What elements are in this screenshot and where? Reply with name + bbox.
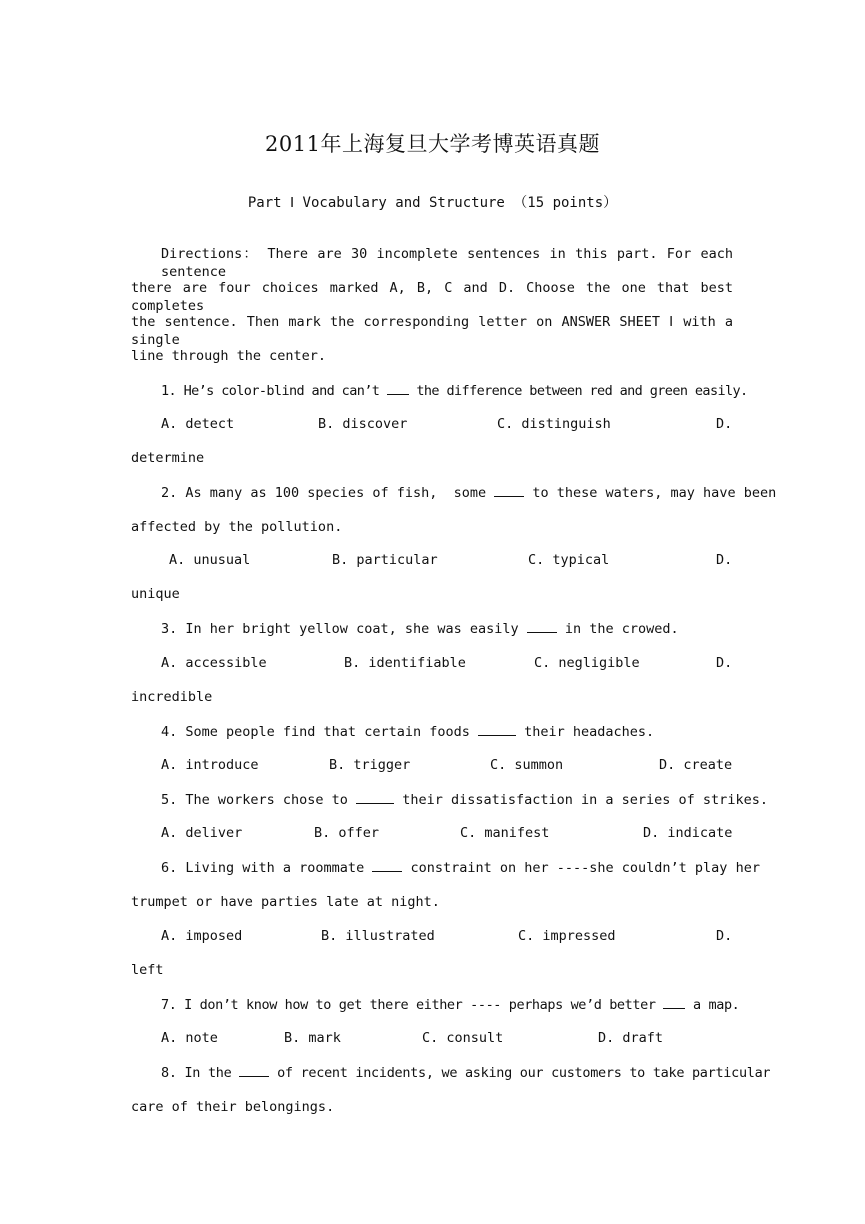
option-d-text: incredible [131,689,213,705]
question-8 [161,1064,771,1082]
option-b: B. offer [314,825,380,841]
question-text: 8. In the [161,1065,240,1081]
question-continuation: trumpet or have parties late at night. [131,894,440,910]
option-b: B. mark [284,1030,341,1046]
option-a: A. deliver [161,825,243,841]
option-c: C. consult [422,1030,504,1046]
answer-blank [372,859,402,872]
answer-blank [478,723,516,736]
question-6 [161,859,760,877]
question-text: their headaches. [515,724,655,740]
question-text: 7. I don’t know how to get there either ---- perhaps we’d better [161,997,664,1013]
option-b: B. particular [332,552,438,568]
question-7 [161,996,740,1014]
question-text: 1. He’s color-blind and can’t [161,383,387,399]
question-2 [161,484,777,502]
option-d: D. [716,655,733,671]
option-d-text: unique [131,586,180,602]
question-1 [161,382,748,400]
option-d: D. draft [598,1030,664,1046]
directions-line: line through the center. [131,348,327,364]
answer-blank [494,484,524,497]
option-a: A. introduce [161,757,259,773]
question-5 [161,791,768,809]
answer-blank [356,791,394,804]
option-b: B. illustrated [321,928,435,944]
option-d: D. [716,552,733,568]
question-text: 2. As many as 100 species of fish, some [161,485,495,501]
question-text: 4. Some people find that certain foods [161,724,478,740]
directions-line: Directions： There are 30 incomplete sentences in this part. For each sentence [161,246,733,280]
option-d-text: left [131,962,164,978]
option-a: A. imposed [161,928,243,944]
option-c: C. distinguish [497,416,611,432]
option-b: B. discover [318,416,408,432]
option-d: D. [716,928,733,944]
option-c: C. manifest [460,825,550,841]
question-text: a map. [685,997,740,1013]
part-heading: Part Ⅰ Vocabulary and Structure （15 points） [247,195,618,211]
option-c: C. summon [490,757,564,773]
answer-blank [387,382,409,395]
question-text: 5. The workers chose to [161,792,357,808]
option-d: D. [716,416,733,432]
option-d-text: determine [131,450,205,466]
option-a: A. accessible [161,655,267,671]
answer-blank [663,996,685,1009]
directions-line: there are four choices marked A, B, C and D. Choose the one that best completes [131,280,733,314]
question-text: to these waters, may have been [524,485,777,501]
option-c: C. negligible [534,655,640,671]
option-a: A. unusual [169,552,251,568]
answer-blank [527,620,557,633]
option-b: B. identifiable [344,655,466,671]
question-3 [161,620,733,638]
question-text: 6. Living with a roommate [161,860,373,876]
question-text: 3. In her bright yellow coat, she was easily [161,621,527,637]
option-a: A. detect [161,416,235,432]
option-c: C. typical [528,552,610,568]
question-continuation: affected by the pollution. [131,519,343,535]
directions-line: the sentence. Then mark the corresponding letter on ANSWER SHEET Ⅰ with a single [131,314,733,348]
question-text: constraint on her ----she couldn’t play her [402,860,760,876]
option-a: A. note [161,1030,218,1046]
option-c: C. impressed [518,928,616,944]
option-d: D. indicate [643,825,733,841]
question-text: of recent incidents, we asking our customers to take particular [269,1065,771,1081]
option-d: D. create [659,757,733,773]
question-4 [161,723,733,741]
question-text: their dissatisfaction in a series of strikes. [394,792,768,808]
document-title: 2011年上海复旦大学考博英语真题 [265,132,600,156]
question-text: in the crowed. [556,621,679,637]
question-text: the difference between red and green easily. [408,383,748,399]
option-b: B. trigger [329,757,411,773]
question-continuation: care of their belongings. [131,1099,335,1115]
answer-blank [239,1064,269,1077]
